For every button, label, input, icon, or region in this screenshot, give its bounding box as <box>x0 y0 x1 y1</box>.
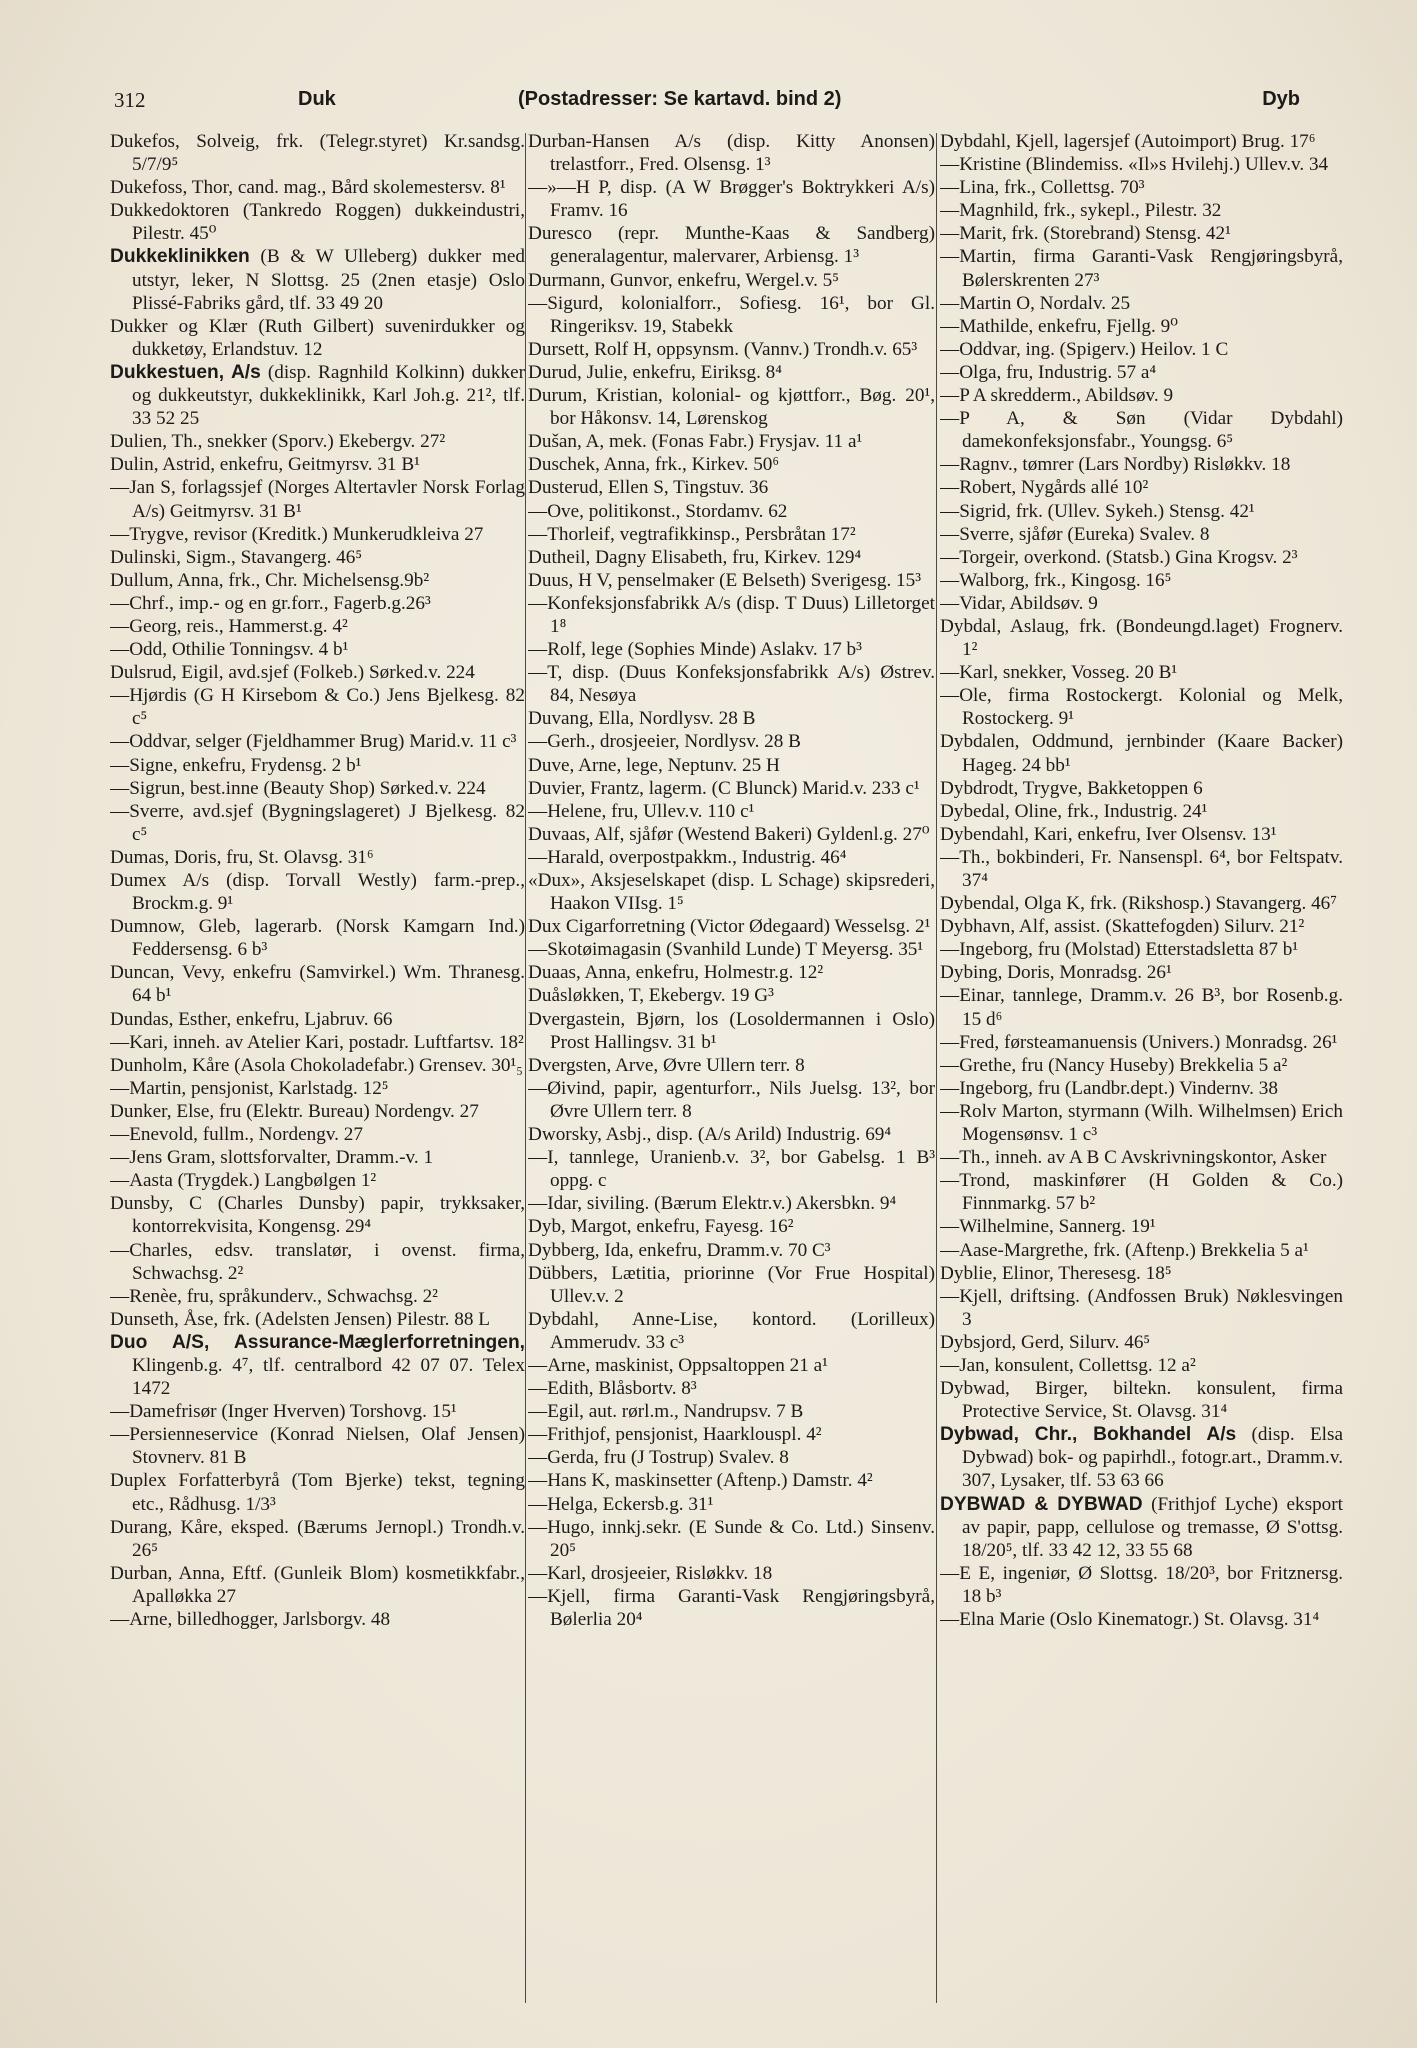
directory-entry: —Enevold, fullm., Nordengv. 27 <box>110 1124 363 1146</box>
directory-entry: —Kjell, firma Garanti-Vask Rengjøringsbyrå, Bølerlia 20⁴ <box>528 1585 935 1630</box>
directory-entry: —E E, ingeniør, Ø Slottsg. 18/20³, bor Fritznersg. 18 b³ <box>940 1562 1343 1607</box>
directory-entry: —Sigrid, frk. (Ullev. Sykeh.) Stensg. 42¹ <box>940 500 1255 522</box>
directory-column-3 <box>940 130 1343 2010</box>
directory-entry: —Hugo, innkj.sekr. (E Sunde & Co. Ltd.) Sinsenv. 20⁵ <box>528 1516 935 1561</box>
directory-entry: Dulinski, Sigm., Stavangerg. 46⁵ <box>110 546 363 568</box>
directory-entry: —Hans K, maskinsetter (Aftenp.) Damstr. 4² <box>528 1470 873 1492</box>
directory-entry: —Rolf, lege (Sophies Minde) Aslakv. 17 b³ <box>528 639 862 661</box>
directory-entry: Dundas, Esther, enkefru, Ljabruv. 66 <box>110 1008 393 1030</box>
directory-entry: Dutheil, Dagny Elisabeth, fru, Kirkev. 129⁴ <box>528 546 862 568</box>
directory-entry: Dunseth, Åse, frk. (Adelsten Jensen) Pilestr. 88 L <box>110 1308 490 1330</box>
directory-entry: —Edith, Blåsbortv. 8³ <box>528 1378 697 1400</box>
directory-entry <box>940 1493 1343 1562</box>
entry-bold-name: Dukkestuen, A/s <box>110 361 261 383</box>
directory-entry: Dybdrodt, Trygve, Bakketoppen 6 <box>940 777 1203 799</box>
page-header <box>108 88 1338 122</box>
entry-rest-text: (B & W Ulleberg) dukker med utstyr, leker, N Slottsg. 25 (2nen etasje) Oslo Plissé-Fabriks gård, tlf. 33 49 20 <box>132 246 525 314</box>
directory-entry: Dunsby, C (Charles Dunsby) papir, trykksaker, kontorrekvisita, Kongensg. 29⁴ <box>110 1193 525 1238</box>
directory-entry: Dybendahl, Kari, enkefru, Iver Olsensv. 13¹ <box>940 823 1277 845</box>
directory-entry: Dulsrud, Eigil, avd.sjef (Folkeb.) Sørked.v. 224 <box>110 662 475 684</box>
directory-entry: —Martin, pensjonist, Karlstadg. 12⁵ <box>110 1077 389 1099</box>
directory-entry: Dvergastein, Bjørn, los (Losoldermannen i Oslo) Prost Hallingsv. 31 b¹ <box>528 1008 935 1053</box>
directory-entry: —Martin, firma Garanti-Vask Rengjøringsbyrå, Bølerskrenten 27³ <box>940 246 1343 291</box>
directory-entry: Dulien, Th., snekker (Sporv.) Ekebergv. 27² <box>110 431 446 453</box>
directory-entry: Dumnow, Gleb, lagerarb. (Norsk Kamgarn Ind.) Feddersensg. 6 b³ <box>110 916 525 961</box>
directory-entry: Durang, Kåre, eksped. (Bærums Jernopl.) Trondh.v. 26⁵ <box>110 1516 525 1561</box>
directory-entry: Dybdalen, Oddmund, jernbinder (Kaare Backer) Hageg. 24 bb¹ <box>940 731 1343 776</box>
entry-bold-name: DYBWAD & DYBWAD <box>940 1493 1143 1515</box>
directory-column-2 <box>528 130 935 2010</box>
directory-entry: Dybdal, Aslaug, frk. (Bondeungd.laget) Frognerv. 1² <box>940 615 1343 661</box>
directory-entry: —Renèe, fru, språkunderv., Schwachsg. 2² <box>110 1285 438 1307</box>
directory-entry: —Trygve, revisor (Kreditk.) Munkerudkleiva 27 <box>110 523 484 545</box>
header-postal-note: (Postadresser: Se kartavd. bind 2) <box>518 88 842 110</box>
directory-entry: Dukefoss, Thor, cand. mag., Bård skolemestersv. 8¹ <box>110 177 506 199</box>
directory-entry: —Lina, frk., Collettsg. 70³ <box>940 177 1145 199</box>
directory-entry: Dunholm, Kåre (Asola Chokoladefabr.) Grensev. 30¹₅ <box>110 1054 523 1076</box>
directory-entry: —Jens Gram, slottsforvalter, Dramm.-v. 1 <box>110 1147 434 1169</box>
directory-entry: Dulin, Astrid, enkefru, Geitmyrsv. 31 B¹ <box>110 454 420 476</box>
entry-bold-name: Duo A/S, Assurance-Mæglerforretningen, <box>110 1331 525 1353</box>
directory-entry: —Odd, Othilie Tonningsv. 4 b¹ <box>110 639 349 661</box>
directory-entry: Durmann, Gunvor, enkefru, Wergel.v. 5⁵ <box>528 269 839 291</box>
directory-entry: Duus, H V, penselmaker (E Belseth) Sverigesg. 15³ <box>528 569 921 591</box>
directory-entry: Dybdahl, Anne-Lise, kontord. (Lorilleux) Ammerudv. 33 c³ <box>528 1308 935 1353</box>
directory-entry: —Øivind, papir, agenturforr., Nils Juelsg. 13², bor Øvre Ullern terr. 8 <box>528 1077 935 1122</box>
directory-entry <box>110 1331 525 1400</box>
directory-entry: Dusterud, Ellen S, Tingstuv. 36 <box>528 477 769 499</box>
directory-entry <box>110 361 525 430</box>
directory-entry: Dybing, Doris, Monradsg. 26¹ <box>940 962 1172 984</box>
directory-entry: Dybdahl, Kjell, lagersjef (Autoimport) Brug. 17⁶ <box>940 131 1316 152</box>
directory-entry: —Grethe, fru (Nancy Huseby) Brekkelia 5 a² <box>940 1054 1288 1076</box>
directory-entry: Dvergsten, Arve, Øvre Ullern terr. 8 <box>528 1054 805 1076</box>
directory-entry: —Ingeborg, fru (Landbr.dept.) Vindernv. 38 <box>940 1077 1278 1099</box>
directory-entry: —Aasta (Trygdek.) Langbølgen 1² <box>110 1170 377 1192</box>
directory-entry: Durum, Kristian, kolonial- og kjøttforr., Bøg. 20¹, bor Håkonsv. 14, Lørenskog <box>528 385 935 430</box>
entry-bold-name: Dybwad, Chr., Bokhandel A/s <box>940 1424 1237 1446</box>
directory-entry: —Oddvar, ing. (Spigerv.) Heilov. 1 C <box>940 338 1229 360</box>
directory-entry: —Arne, maskinist, Oppsaltoppen 21 a¹ <box>528 1354 828 1376</box>
directory-entry: —Robert, Nygårds allé 10² <box>940 477 1149 499</box>
directory-entry: Duåsløkken, T, Ekebergv. 19 G³ <box>528 985 774 1007</box>
directory-entry: —Olga, fru, Industrig. 57 a⁴ <box>940 361 1157 383</box>
directory-entry: —Vidar, Abildsøv. 9 <box>940 592 1098 614</box>
directory-entry: —Martin O, Nordalv. 25 <box>940 292 1131 314</box>
directory-entry: —Chrf., imp.- og en gr.forr., Fagerb.g.26³ <box>110 592 431 614</box>
directory-entry: Dybberg, Ida, enkefru, Dramm.v. 70 C³ <box>528 1239 831 1261</box>
directory-entry: Dukkedoktoren (Tankredo Roggen) dukkeindustri, Pilestr. 45⁰ <box>110 200 525 245</box>
directory-column-1 <box>110 130 525 2010</box>
directory-entry: —Marit, frk. (Storebrand) Stensg. 42¹ <box>940 223 1231 245</box>
directory-entry: Dworsky, Asbj., disp. (A/s Arild) Industrig. 69⁴ <box>528 1124 892 1146</box>
directory-entry: Durud, Julie, enkefru, Eiriksg. 8⁴ <box>528 361 782 383</box>
directory-entry: —Jan, konsulent, Collettsg. 12 a² <box>940 1354 1196 1376</box>
directory-entry: —Egil, aut. rørl.m., Nandrupsv. 7 B <box>528 1401 804 1423</box>
entry-rest-text: (Frithjof Lyche) eksport av papir, papp, cellulose og tremasse, Ø S'ottsg. 18/20⁵, tlf. 33 42 12, 33 55 68 <box>962 1493 1343 1561</box>
directory-entry: —Rolv Marton, styrmann (Wilh. Wilhelmsen) Erich Mogensønsv. 1 c³ <box>940 1100 1343 1146</box>
directory-entry: —Charles, edsv. translatør, i ovenst. firma, Schwachsg. 2² <box>110 1239 525 1284</box>
directory-entry: —Kristine (Blindemiss. «Il»s Hvilehj.) Ullev.v. 34 <box>940 154 1329 176</box>
directory-entry: Duschek, Anna, frk., Kirkev. 50⁶ <box>528 454 780 476</box>
directory-entry: Durban, Anna, Eftf. (Gunleik Blom) kosmetikkfabr., Apalløkka 27 <box>110 1562 525 1607</box>
directory-entry: Dybwad, Birger, biltekn. konsulent, firma Protective Service, St. Olavsg. 31⁴ <box>940 1378 1343 1423</box>
directory-entry: Duaas, Anna, enkefru, Holmestr.g. 12² <box>528 962 824 984</box>
directory-entry: Duve, Arne, lege, Neptunv. 25 H <box>528 754 780 776</box>
directory-entry: —Skotøimagasin (Svanhild Lunde) T Meyersg. 35¹ <box>528 939 924 961</box>
directory-entry: Duvier, Frantz, lagerm. (C Blunck) Marid.v. 233 c¹ <box>528 777 920 799</box>
directory-entry: Dukker og Klær (Ruth Gilbert) suvenirdukker og dukketøy, Erlandstuv. 12 <box>110 315 525 360</box>
directory-entry: —Signe, enkefru, Frydensg. 2 b¹ <box>110 754 362 776</box>
directory-entry: Duvang, Ella, Nordlysv. 28 B <box>528 708 756 730</box>
entry-rest-text: Klingenb.g. 4⁷, tlf. centralbord 42 07 07. Telex 1472 <box>132 1354 525 1400</box>
directory-entry: —Konfeksjonsfabrikk A/s (disp. T Duus) Lilletorget 1⁸ <box>528 592 935 637</box>
directory-entry: —Th., inneh. av A B C Avskrivningskontor, Asker <box>940 1147 1327 1169</box>
directory-entry: —Georg, reis., Hammerst.g. 4² <box>110 615 348 637</box>
entry-bold-name: Dukkeklinikken <box>110 246 250 268</box>
directory-entry: —Elna Marie (Oslo Kinematogr.) St. Olavsg. 31⁴ <box>940 1609 1320 1630</box>
directory-entry: —Thorleif, vegtrafikkinsp., Persbråtan 17² <box>528 523 856 545</box>
directory-entry: Dunker, Else, fru (Elektr. Bureau) Nordengv. 27 <box>110 1100 479 1122</box>
directory-entry: Duplex Forfatterbyrå (Tom Bjerke) tekst, tegning etc., Rådhusg. 1/3³ <box>110 1470 525 1515</box>
directory-entry: —Aase-Margrethe, frk. (Aftenp.) Brekkelia 5 a¹ <box>940 1239 1309 1261</box>
directory-entry: —Persienneservice (Konrad Nielsen, Olaf Jensen) Stovnerv. 81 B <box>110 1424 525 1469</box>
directory-entry: Dybhavn, Alf, assist. (Skattefogden) Silurv. 21² <box>940 916 1305 938</box>
directory-entry: Dullum, Anna, frk., Chr. Michelsensg.9b² <box>110 569 430 591</box>
directory-entry: —Idar, siviling. (Bærum Elektr.v.) Akersbkn. 9⁴ <box>528 1193 897 1215</box>
directory-entry: Dybendal, Olga K, frk. (Rikshosp.) Stavangerg. 46⁷ <box>940 893 1337 915</box>
directory-entry: —Helene, fru, Ullev.v. 110 c¹ <box>528 800 755 822</box>
column-divider <box>936 133 937 2003</box>
column-divider <box>525 133 526 2003</box>
directory-entry: Dybedal, Oline, frk., Industrig. 24¹ <box>940 800 1208 822</box>
directory-entry: Dübbers, Lætitia, priorinne (Vor Frue Hospital) Ullev.v. 2 <box>528 1262 935 1307</box>
directory-entry: —Arne, billedhogger, Jarlsborgv. 48 <box>110 1609 391 1630</box>
directory-entry: Dumex A/s (disp. Torvall Westly) farm.-prep., Brockm.g. 9¹ <box>110 870 525 915</box>
directory-entry: —Ingeborg, fru (Molstad) Etterstadsletta 87 b¹ <box>940 939 1299 961</box>
directory-entry: —I, tannlege, Uranienb.v. 3², bor Gabelsg. 1 B³ oppg. c <box>528 1147 935 1192</box>
directory-entry: —Walborg, frk., Kingosg. 16⁵ <box>940 569 1172 591</box>
directory-entry: —Hjørdis (G H Kirsebom & Co.) Jens Bjelkesg. 82 c⁵ <box>110 685 525 730</box>
directory-entry: —Kari, inneh. av Atelier Kari, postadr. Luftfartsv. 18² <box>110 1031 524 1053</box>
directory-entry: —Kjell, driftsing. (Andfossen Bruk) Nøklesvingen 3 <box>940 1285 1343 1330</box>
directory-entry: Durban-Hansen A/s (disp. Kitty Anonsen) trelastforr., Fred. Olsensg. 1³ <box>528 131 935 176</box>
entry-rest-text: (disp. Elsa Dybwad) bok- og papirhdl., fotogr.art., Dramm.v. 307, Lysaker, tlf. 53 63 66 <box>962 1424 1343 1492</box>
directory-entry: —Ove, politikonst., Stordamv. 62 <box>528 500 788 522</box>
directory-entry: —Damefrisør (Inger Hverven) Torshovg. 15¹ <box>110 1401 457 1423</box>
directory-entry <box>110 245 525 314</box>
directory-entry: —P A skredderm., Abildsøv. 9 <box>940 385 1174 407</box>
directory-entry: Dybsjord, Gerd, Silurv. 46⁵ <box>940 1331 1151 1353</box>
directory-entry: —Karl, drosjeeier, Risløkkv. 18 <box>528 1562 773 1584</box>
directory-entry: Dukefos, Solveig, frk. (Telegr.styret) Kr.sandsg. 5/7/9⁵ <box>110 131 525 176</box>
directory-entry: —Jan S, forlagssjef (Norges Altertavler Norsk Forlag A/s) Geitmyrsv. 31 B¹ <box>110 477 525 522</box>
directory-entry: Duvaas, Alf, sjåfør (Westend Bakeri) Gyldenl.g. 27⁰ <box>528 823 930 845</box>
directory-entry: —Harald, overpostpakkm., Industrig. 46⁴ <box>528 846 847 868</box>
directory-entry: —»—H P, disp. (A W Brøgger's Boktrykkeri A/s) Framv. 16 <box>528 177 935 222</box>
directory-entry: —Frithjof, pensjonist, Haarklouspl. 4² <box>528 1424 822 1446</box>
directory-entry: —P A, & Søn (Vidar Dybdahl) damekonfeksjonsfabr., Youngsg. 6⁵ <box>940 408 1343 453</box>
directory-entry: —T, disp. (Duus Konfeksjonsfabrikk A/s) Østrev. 84, Nesøya <box>528 662 935 707</box>
directory-entry: Dux Cigarforretning (Victor Ødegaard) Wesselsg. 2¹ <box>528 916 931 938</box>
directory-entry: —Gerh., drosjeeier, Nordlysv. 28 B <box>528 731 801 753</box>
directory-entry: Dumas, Doris, fru, St. Olavsg. 31⁶ <box>110 846 374 868</box>
directory-entry: —Mathilde, enkefru, Fjellg. 9⁰ <box>940 315 1178 337</box>
directory-entry: Duresco (repr. Munthe-Kaas & Sandberg) generalagentur, malervarer, Arbiensg. 1³ <box>528 223 935 268</box>
directory-entry: —Magnhild, frk., sykepl., Pilestr. 32 <box>940 200 1222 222</box>
directory-entry: Dyblie, Elinor, Theresesg. 18⁵ <box>940 1262 1172 1284</box>
directory-entry: «Dux», Aksjeselskapet (disp. L Schage) skipsrederi, Haakon VIIsg. 1⁵ <box>528 870 935 915</box>
directory-entry: —Ole, firma Rostockergt. Kolonial og Melk, Rostockerg. 9¹ <box>940 685 1343 730</box>
directory-entry: —Sigurd, kolonialforr., Sofiesg. 16¹, bor Gl. Ringeriksv. 19, Stabekk <box>528 292 935 337</box>
directory-entry: —Karl, snekker, Vosseg. 20 B¹ <box>940 662 1178 684</box>
directory-entry: —Wilhelmine, Sannerg. 19¹ <box>940 1216 1156 1238</box>
entry-rest-text: (disp. Ragnhild Kolkinn) dukker og dukkeutstyr, dukkeklinikk, Karl Joh.g. 21², tlf. 33 52 25 <box>132 361 525 430</box>
directory-entry: —Trond, maskinfører (H Golden & Co.) Finnmarkg. 57 b² <box>940 1170 1343 1215</box>
directory-entry <box>940 1423 1343 1492</box>
directory-entry: —Th., bokbinderi, Fr. Nansenspl. 6⁴, bor Feltspatv. 37⁴ <box>940 846 1343 891</box>
directory-entry: Dursett, Rolf H, oppsynsm. (Vannv.) Trondh.v. 65³ <box>528 338 918 360</box>
directory-entry: —Einar, tannlege, Dramm.v. 26 B³, bor Rosenb.g. 15 d⁶ <box>940 985 1343 1030</box>
directory-entry: —Oddvar, selger (Fjeldhammer Brug) Marid.v. 11 c³ <box>110 731 517 753</box>
header-left-guide-word: Duk <box>298 88 336 110</box>
directory-entry: —Sverre, avd.sjef (Bygningslageret) J Bjelkesg. 82 c⁵ <box>110 800 525 845</box>
directory-entry: —Torgeir, overkond. (Statsb.) Gina Krogsv. 2³ <box>940 546 1298 568</box>
directory-entry: —Sigrun, best.inne (Beauty Shop) Sørked.v. 224 <box>110 777 486 799</box>
page-number: 312 <box>114 88 146 112</box>
directory-entry: —Helga, Eckersb.g. 31¹ <box>528 1493 714 1515</box>
directory-entry: Dyb, Margot, enkefru, Fayesg. 16² <box>528 1216 794 1238</box>
directory-entry: Duncan, Vevy, enkefru (Samvirkel.) Wm. Thranesg. 64 b¹ <box>110 962 525 1007</box>
directory-entry: —Gerda, fru (J Tostrup) Svalev. 8 <box>528 1447 789 1469</box>
header-right-guide-word: Dyb <box>1262 88 1300 110</box>
directory-entry: —Fred, førsteamanuensis (Univers.) Monradsg. 26¹ <box>940 1031 1338 1053</box>
directory-entry: Dušan, A, mek. (Fonas Fabr.) Frysjav. 11 a¹ <box>528 431 863 453</box>
directory-entry: —Ragnv., tømrer (Lars Nordby) Risløkkv. 18 <box>940 454 1291 476</box>
directory-entry: —Sverre, sjåfør (Eureka) Svalev. 8 <box>940 523 1210 545</box>
